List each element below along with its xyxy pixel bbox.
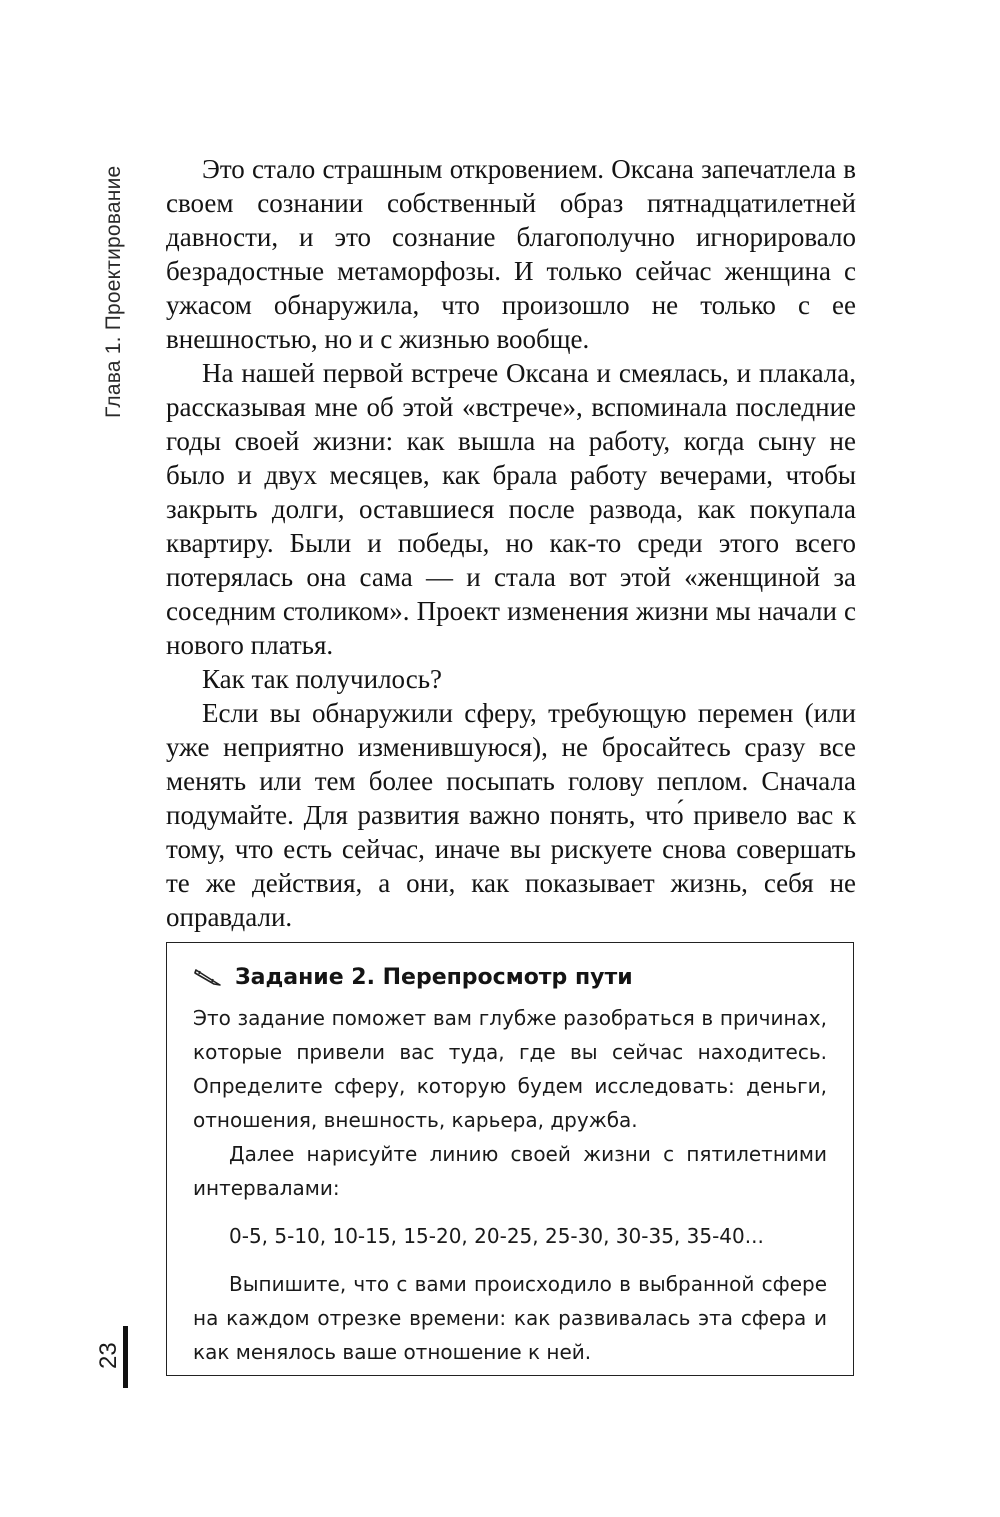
task-title-row bbox=[193, 959, 827, 995]
running-head bbox=[100, 158, 128, 418]
page-number bbox=[94, 1330, 124, 1382]
task-title: Задание 2. Перепросмотр пути bbox=[235, 964, 633, 990]
pencil-icon bbox=[193, 966, 225, 988]
task-box bbox=[166, 942, 854, 1376]
task-intro: Это задание поможет вам глубже разобраться в причинах, которые привели вас туда, где вы сейчас находитесь. Определите сферу, которую будем исследовать: деньги, отношения, внешность, карьера, дружба. bbox=[193, 1006, 827, 1132]
task-instruction: Далее нарисуйте линию своей жизни с пятилетними интервалами: bbox=[193, 1142, 827, 1200]
task-intervals: 0-5, 5-10, 10-15, 15-20, 20-25, 25-30, 30-35, 35-40... bbox=[229, 1224, 764, 1248]
page-number-rule bbox=[123, 1326, 128, 1388]
paragraph: Это стало страшным откровением. Оксана запечатлела в своем сознании собственный образ пятнадцатилетней давности, и это сознание благополучно игнорировало безрадостные метаморфозы. И только сейчас женщина с ужасом обнаружила, что произошло не только с ее внешностью, но и с жизнью вообще. bbox=[166, 154, 856, 354]
running-head-text: Глава 1. Проектирование bbox=[102, 165, 125, 418]
main-text bbox=[166, 152, 856, 934]
task-closing: Выпишите, что с вами происходило в выбранной сфере на каждом отрезке времени: как развивалась эта сфера и как менялось ваше отношение к ней. bbox=[193, 1272, 827, 1364]
paragraph: На нашей первой встрече Оксана и смеялась, и плакала, рассказывая мне об этой «встрече», вспоминала последние годы своей жизни: как вышла на работу, когда сыну не было и двух месяцев, как брала работу вечерами, чтобы закрыть долги, оставшиеся после развода, как покупала квартиру. Были и победы, но как-то среди этого всего потерялась она сама — и стала вот этой «женщиной за соседним столиком». Проект изменения жизни мы начали с нового платья. bbox=[166, 358, 856, 660]
paragraph: Как так получилось? bbox=[202, 664, 443, 694]
page-number-text: 23 bbox=[95, 1342, 122, 1370]
paragraph: Если вы обнаружили сферу, требующую перемен (или уже неприятно изменившуюся), не бросайтесь сразу все менять или тем более посыпать голову пеплом. Сначала подумайте. Для развития важно понять, что́ привело вас к тому, что есть сейчас, иначе вы рискуете снова совершать те же действия, а они, как показывает жизнь, себя не оправдали. bbox=[166, 698, 856, 932]
